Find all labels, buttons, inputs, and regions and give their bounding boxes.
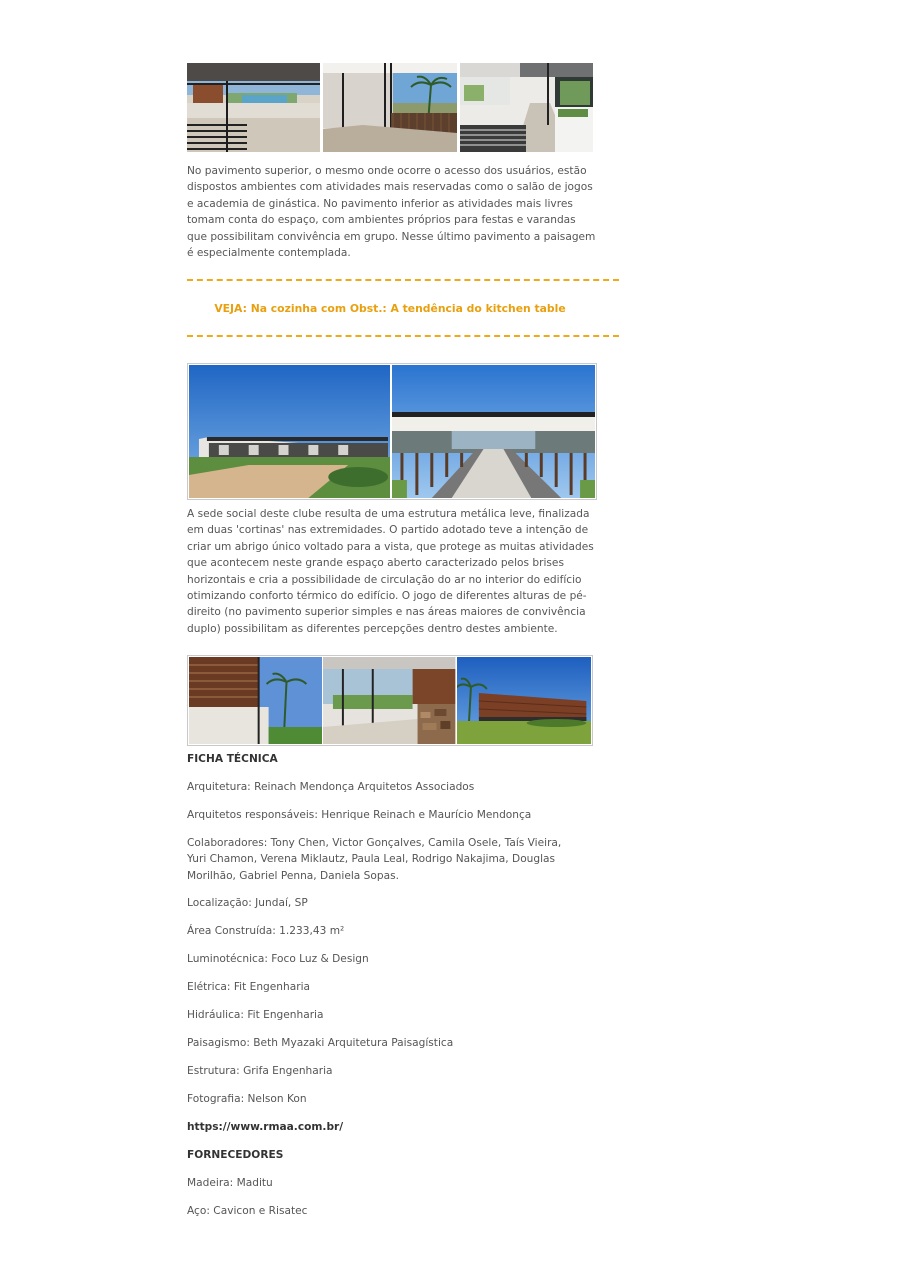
article-paragraph-2 xyxy=(187,506,599,637)
terrace-with-pool-photo[interactable] xyxy=(187,63,320,152)
article-paragraph-1 xyxy=(187,163,597,261)
related-article-link[interactable]: VEJA: Na cozinha com Obst.: A tendência do kitchen table xyxy=(214,302,566,315)
supplier-aco: Aço: Cavicon e Risatec xyxy=(187,1205,308,1217)
building-exterior-lawn-photo[interactable] xyxy=(189,365,390,498)
credit-eletrica: Elétrica: Fit Engenharia xyxy=(187,981,311,993)
credit-area: Área Construída: 1.233,43 m² xyxy=(187,925,345,937)
ficha-tecnica-heading: FICHA TÉCNICA xyxy=(187,753,278,765)
credit-colaboradores: Colaboradores: Tony Chen, Victor Gonçalves, Camila Osele, Taís Vieira, Yuri Chamon, Verena Miklautz, Paula Leal, Rodrigo Nakajima, Douglas Morilhão, Gabriel Penna, Daniela Sopas. xyxy=(187,837,562,882)
entrance-walkway-photo[interactable] xyxy=(392,365,595,498)
paragraph-text: A sede social deste clube resulta de uma estrutura metálica leve, finalizada em duas 'cortinas' nas extremidades. O partido adotado teve a intenção de criar um abrigo único voltado para a vista, que protege as muitas atividades que acontecem neste grande espaço aberto caracterizado pelos brises horizontais e cria a possibilidade de circulação do ar no interior do edifício otimizando conforto térmico do edifício. O jogo de diferentes alturas de pé-direito (no pavimento superior simples e nas áreas maiores de convivência duplo) possibilitam as diferentes percepções dentro destes ambiente. xyxy=(187,508,594,635)
photo-gallery-bottom xyxy=(187,655,593,746)
covered-balcony-photo[interactable] xyxy=(323,63,457,152)
wood-screen-facade-photo[interactable] xyxy=(189,657,322,744)
paragraph-text: No pavimento superior, o mesmo onde ocorre o acesso dos usuários, estão dispostos ambientes com atividades mais reservadas como o salão de jogos e academia de ginástica. No pavimento inferior as atividades mais livres tomam conta do espaço, com ambientes próprios para festas e varandas que possibilitam convivência em grupo. Nesse último pavimento a paisagem é especialmente contemplada. xyxy=(187,165,596,260)
architect-website-link[interactable]: https://www.rmaa.com.br/ xyxy=(187,1121,344,1133)
divider-top xyxy=(187,279,619,281)
credit-estrutura: Estrutura: Grifa Engenharia xyxy=(187,1065,333,1077)
building-from-lawn-photo[interactable] xyxy=(457,657,591,744)
photo-gallery-top xyxy=(187,63,593,152)
credit-arquitetos: Arquitetos responsáveis: Henrique Reinach e Maurício Mendonça xyxy=(187,809,532,821)
divider-bottom xyxy=(187,335,619,337)
credit-arquitetura: Arquitetura: Reinach Mendonça Arquitetos Associados xyxy=(187,781,475,793)
credit-localizacao: Localização: Jundaí, SP xyxy=(187,897,308,909)
credit-fotografia: Fotografia: Nelson Kon xyxy=(187,1093,307,1105)
covered-patio-stone-wall-photo[interactable] xyxy=(323,657,455,744)
credit-luminotecnica: Luminotécnica: Foco Luz & Design xyxy=(187,953,369,965)
photo-gallery-middle xyxy=(187,363,597,500)
supplier-madeira: Madeira: Maditu xyxy=(187,1177,273,1189)
credit-paisagismo: Paisagismo: Beth Myazaki Arquitetura Paisagística xyxy=(187,1037,454,1049)
interior-corridor-photo[interactable] xyxy=(460,63,593,152)
fornecedores-heading: FORNECEDORES xyxy=(187,1149,284,1161)
credit-hidraulica: Hidráulica: Fit Engenharia xyxy=(187,1009,324,1021)
